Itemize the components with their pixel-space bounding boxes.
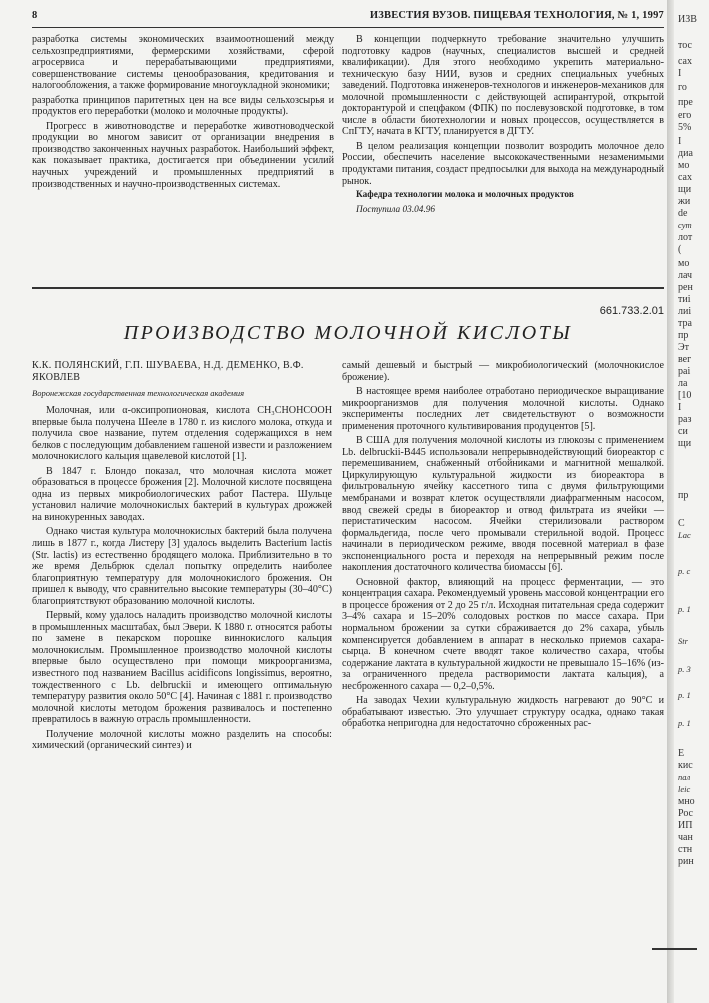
neighbor-text-fragment: I [678, 68, 682, 79]
stray-mark [652, 948, 697, 950]
neighbor-text-fragment: рин [678, 856, 694, 867]
paragraph: самый дешевый и быстрый — микробиологический (молочнокислое брожение). [342, 360, 664, 383]
neighbor-text-fragment: [10 [678, 390, 692, 401]
neighbor-text-fragment: I [678, 136, 682, 147]
neighbor-text-fragment: диа [678, 148, 693, 159]
neighbor-text-fragment: лач [678, 270, 693, 281]
neighbor-text-fragment: С [678, 518, 685, 529]
header-rule [32, 27, 664, 28]
authors: К.К. ПОЛЯНСКИЙ, Г.П. ШУВАЕВА, Н.Д. ДЕМЕНКО, В.Ф. ЯКОВЛЕВ [32, 360, 304, 383]
neighbor-text-fragment: мо [678, 258, 690, 269]
running-head [32, 10, 664, 26]
neighbor-text-fragment: пал [678, 772, 691, 782]
neighbor-text-fragment: кис [678, 760, 693, 771]
neighbor-text-fragment: вег [678, 354, 692, 365]
neighbor-text-fragment: пр [678, 330, 689, 341]
neighbor-text-fragment: го [678, 82, 687, 93]
page-number: 8 [32, 10, 38, 21]
neighbor-text-fragment: р. 3 [678, 664, 691, 674]
neighbor-text-fragment: жи [678, 196, 691, 207]
article-divider [32, 287, 664, 289]
article-right-column [342, 360, 664, 733]
affiliation: Воронежская государственная технологическая академия [32, 388, 245, 398]
prev-article-left-column [32, 34, 334, 193]
neighbor-text-fragment: Эт [678, 342, 689, 353]
paragraph: Первый, кому удалось наладить производство молочной кислоты в промышленных масштабах, был Эвери. К 1880 г. относятся работы по замене в пекарском порошке виннокислого кальция молочнокислым. Промышленное производство молочной кислоты впервые было осуществлено при помощи микроорганизма, известного под названием Bacillus acidificons longissimus, вероятно, тождественного с Lb. delbruckii и имеющего оптимальную температуру развития около 50°С [4]. Начиная с 1881 г. производство молочной кислоты методом брожения развивалось и постепенно превратилось в важную отрасль промышленности. [32, 610, 332, 726]
neighbor-text-fragment: Рос [678, 808, 693, 819]
received-date: Поступила 03.04.96 [356, 204, 436, 215]
paragraph: Молочная, или α-оксипропионовая, кислота CH₃CHOHCOOH впервые была получена Шееле в 1780 г. из кислого молока, откуда и получила свое название, путем отделения содержащихся в нем белков с последующим добавлением гашеной извести и разложением молочнокислого кальция щавелевой кислотой [1]. [32, 405, 332, 463]
neighbor-text-fragment: ИП [678, 820, 693, 831]
neighbor-text-fragment: 5% [678, 122, 692, 133]
neighbor-text-fragment: щи [678, 184, 692, 195]
neighbor-text-fragment: сут [678, 220, 692, 230]
neighbor-text-fragment: Str [678, 636, 688, 646]
paragraph: Основной фактор, влияющий на процесс ферментации, — это концентрация сахара. Рекомендуемый уровень массовой концентрации его в процессе брожения от 2 до 25 г/л. Исходная питательная среда содержит 3–4% сахара и 15–20% солодовых ростков по массе сахара. При нормальном брожении за сутки сбраживается до 2% сахара, убыль компенсируется добавлением в аппарат в несколько приемов сахара-сырца. В конечном счете вводят такое количество сахара, чтобы содержание лактата в культуральной жидкости не превышало 15–16% (из-за ограниченного предела растворимости лактата кальция), а несброженного сахара — 0,2–0,5%. [342, 576, 664, 692]
article-title: ПРОИЗВОДСТВО МОЛОЧНОЙ КИСЛОТЫ [123, 322, 573, 344]
neighbor-text-fragment: ( [678, 244, 682, 255]
neighbor-text-fragment: чан [678, 832, 693, 843]
neighbor-text-fragment: ИЗВ [678, 14, 697, 25]
article-left-column [32, 405, 332, 755]
neighbor-text-fragment: Е [678, 748, 685, 759]
neighbor-text-fragment: сах [678, 56, 692, 67]
paragraph: В целом реализация концепции позволит возродить молочное дело России, обеспечить население высококачественными незаменимыми продуктами питания, создаст предпосылки для выхода на международный рынок. [342, 140, 664, 187]
paragraph: Однако чистая культура молочнокислых бактерий была получена лишь в 1877 г., когда Листеру [3] удалось выделить Bacterium lactis (Str. lactis) из естественно бродящего молока. Приблизительно в то же время Дельбрюк сделал попытку определить наиболее благоприятную температуру для молочнокислого брожения. Он пришел к выводу, что сравнительно высокие температуры (30–40°С) благоприятствуют образованию молочной кислоты. [32, 526, 332, 607]
neighbor-text-fragment: лот [678, 232, 693, 243]
paragraph: В 1847 г. Блондо показал, что молочная кислота может образоваться в процессе брожения [2]. Молочной кислоте посвящена одна из первых микробиологических работ Пастера. Шульце установил наличие молочнокислых бактерий в культурах дрожжей на винокуренных заводах. [32, 465, 332, 523]
paragraph: На заводах Чехии культуральную жидкость нагревают до 90°С и обрабатывают известью. Это улучшает структуру осадка, однако такая обработка непригодна для недостаточно сброженных рас- [342, 695, 664, 730]
neighbor-text-fragment: р. 1 [678, 718, 691, 728]
neighbor-page-strip [674, 0, 709, 1003]
neighbor-text-fragment: тос [678, 40, 692, 51]
neighbor-text-fragment: сах [678, 172, 692, 183]
neighbor-text-fragment: р. 1 [678, 604, 691, 614]
neighbor-text-fragment: de [678, 208, 688, 219]
paragraph: В США для получения молочной кислоты из глюкозы с применением Lb. delbruckii-B445 использовали непрерывнодействующий биореактор с перемешиванием, снабженный отбойниками и магнитной мешалкой. Циркулирующую культуральной жидкости из биореактора в фильтровальную ячейку кассетного типа с двумя фильтрующими мембранами и возврат клеток осуществляли диафрагменным насосом, ввод свежей среды в биореактор и отвод фильтрата из ячейки — перистатическим насосом. Ячейки стерилизовали раствором формальдегида, после чего промывали стерильной водой. Процесс начинали в периодическом режиме, вводя посевной материал в фазе экспоненциального роста и переходя на непрерывный режим после накопления достаточного количества биомассы [6]. [342, 435, 664, 574]
neighbor-text-fragment: тра [678, 318, 692, 329]
neighbor-text-fragment: раз [678, 414, 692, 425]
udc-code: 661.733.2.01 [599, 305, 664, 317]
neighbor-text-fragment: ла [678, 378, 688, 389]
neighbor-text-fragment: I [678, 402, 682, 413]
neighbor-text-fragment: leic [678, 784, 691, 794]
neighbor-text-fragment: си [678, 426, 688, 437]
neighbor-text-fragment: мо [678, 160, 690, 171]
neighbor-text-fragment: щи [678, 438, 692, 449]
paragraph: Получение молочной кислоты можно разделить на способы: химический (органический синтез) и [32, 728, 332, 752]
paragraph: Прогресс в животноводстве и переработке животноводческой продукции во многом зависит от организации внедрения в производство законченных научных разработок. Наибольший эффект, как показывает практика, достигается при объединении усилий научных учреждений и промышленных предприятий в производственных и научно-производственных системах. [32, 120, 334, 190]
paragraph: В настоящее время наиболее отработано периодическое выращивание микроорганизмов для получения молочной кислоты. Однако эксперименты последних лет свидетельствуют о возможности применения проточного культивирования продуцентов [5]. [342, 386, 664, 432]
paragraph: разработка системы экономических взаимоотношений между сельхозпредприятиями, фермерскими хозяйствами, сферой агросервиса и перерабатывающими предприятиями, совершенствование системы ценообразования, кредитования и налогообложения, а также формирование многоукладной экономики; [32, 34, 334, 92]
paragraph: В концепции подчеркнуто требование значительно улучшить подготовку кадров (научных, специалистов высшей и средней квалификации). Для этого необходимо укрепить материально-техническую базу НИИ, вузов и средних специальных учебных заведений. Подготовка инженеров-технологов и инженеров-механиков для молочной промышленности с действующей аспирантурой, открытой докторантурой и спецфаком (ФПК) по послевузовской подготовке, в том числе в области биотехнологии и новых процессов, осуществляется в СпГТУ, начата в КГТУ, планируется в ДГТУ. [342, 34, 664, 138]
paragraph: разработка принципов паритетных цен на все виды сельхозсырья и продуктов его переработки (молоко и молочные продукты). [32, 94, 334, 118]
neighbor-text-fragment: рен [678, 282, 693, 293]
neighbor-text-fragment: Lac [678, 530, 691, 540]
neighbor-text-fragment: стн [678, 844, 693, 855]
journal-title: ИЗВЕСТИЯ ВУЗОВ. ПИЩЕВАЯ ТЕХНОЛОГИЯ, № 1, 1997 [369, 10, 664, 21]
department-line: Кафедра технологии молока и молочных продуктов [356, 190, 574, 201]
page-gutter-shadow [667, 0, 674, 1003]
prev-article-right-column [342, 34, 664, 219]
neighbor-text-fragment: его [678, 110, 692, 121]
neighbor-text-fragment: пре [678, 97, 693, 108]
neighbor-text-fragment: р. с [678, 566, 691, 576]
neighbor-text-fragment: пр [678, 490, 689, 501]
neighbor-text-fragment: раі [678, 366, 691, 377]
neighbor-text-fragment: тиі [678, 294, 691, 305]
neighbor-text-fragment: лиі [678, 306, 692, 317]
neighbor-text-fragment: р. 1 [678, 690, 691, 700]
neighbor-text-fragment: мно [678, 796, 695, 807]
